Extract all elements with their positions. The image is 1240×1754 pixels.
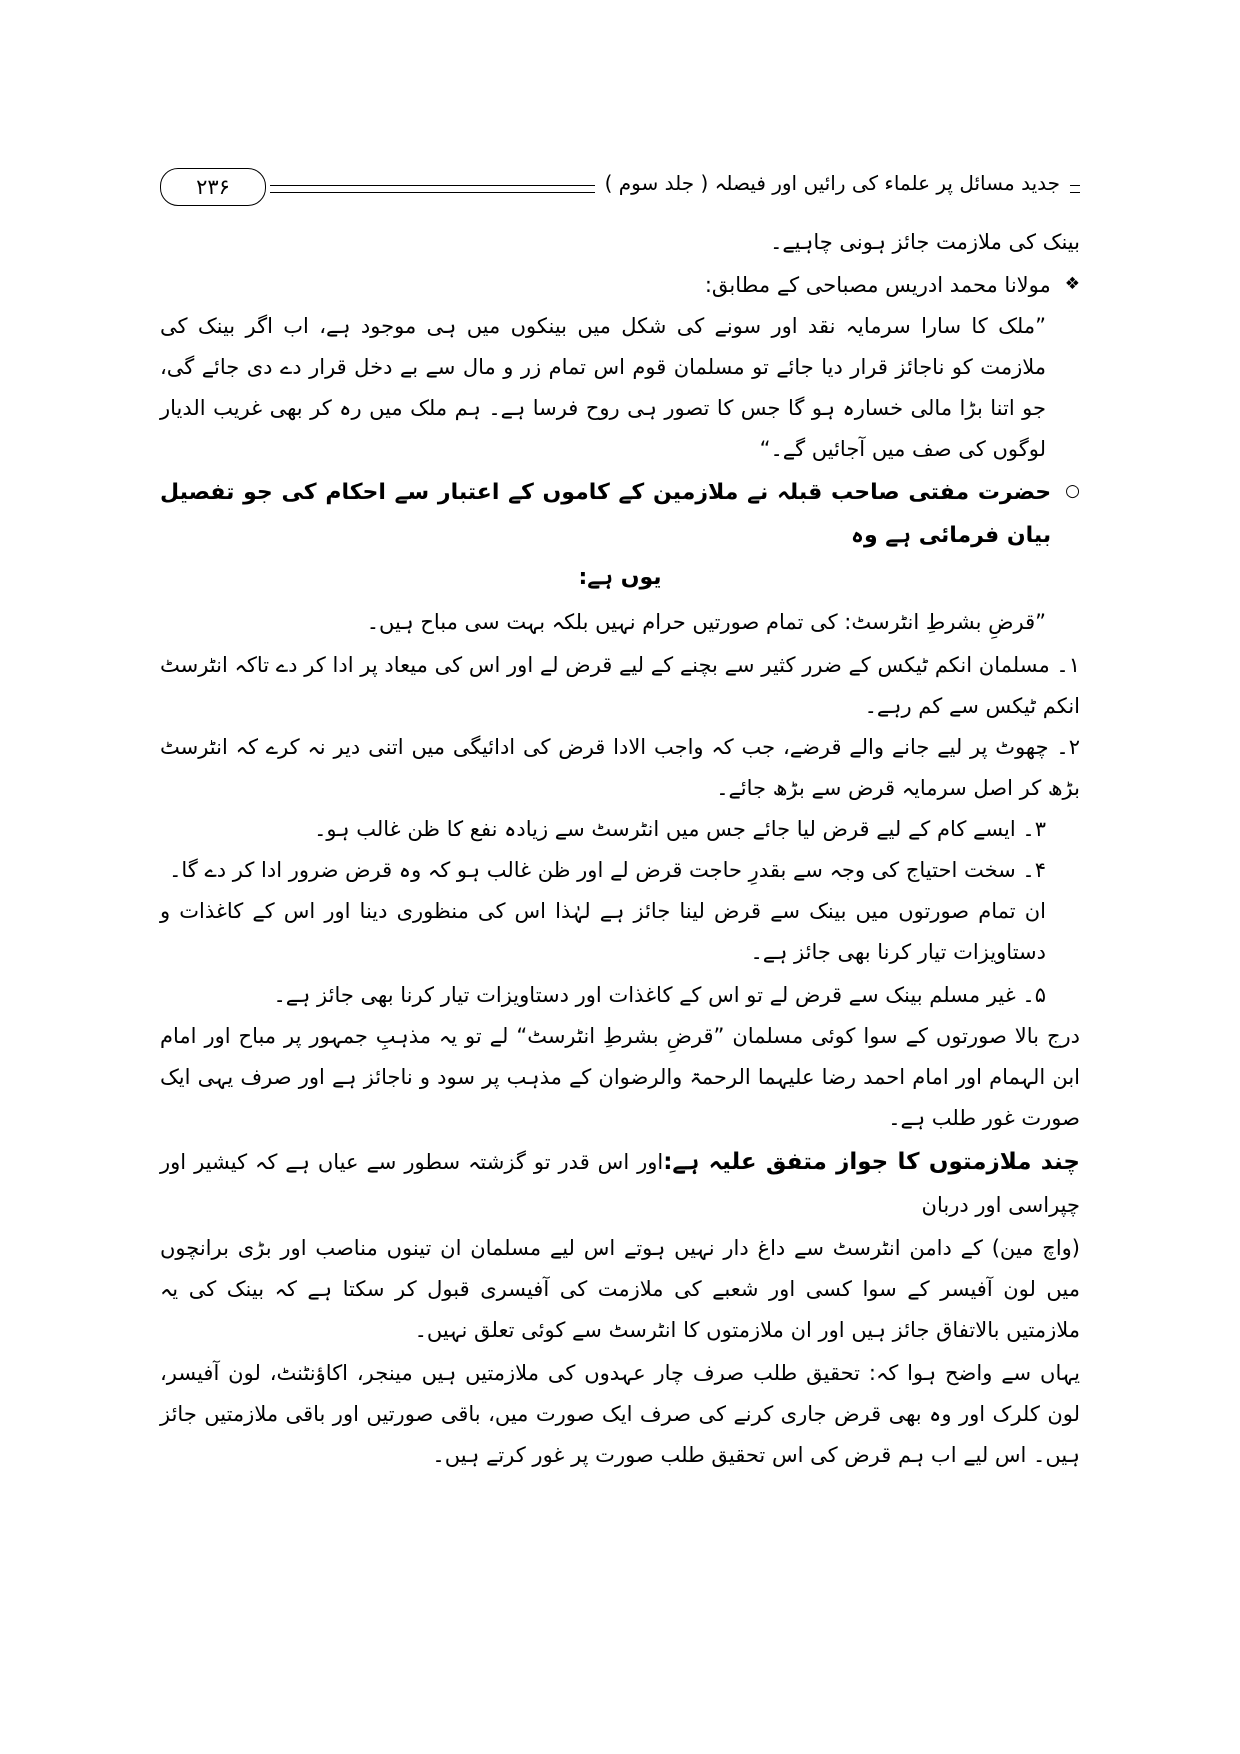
page-number-badge	[160, 168, 266, 206]
section-paragraph-lead	[160, 1140, 1080, 1226]
circle-bullet-icon: ○	[1065, 480, 1080, 501]
ruling-center-line: یوں ہے:	[578, 565, 662, 591]
attribution-text: مولانا محمد ادریس مصباحی کے مطابق:	[704, 272, 1051, 297]
list-item: ۱۔ مسلمان انکم ٹیکس کے ضرر کثیر سے بچنے کے لیے قرض لے اور اس کی میعاد پر ادا کر دے تاکہ انٹرسٹ انکم ٹیکس سے کم رہے۔	[160, 653, 1080, 719]
page-body	[160, 222, 1080, 1478]
opening-line: بینک کی ملازمت جائز ہونی چاہیے۔	[770, 230, 1080, 254]
diamond-bullet-icon: ❖	[1064, 273, 1080, 294]
book-title: جدید مسائل پر علماء کی رائیں اور فیصلہ ( جلد سوم )	[595, 166, 1070, 200]
after-items-paragraph: ان تمام صورتوں میں بینک سے قرض لینا جائز ہے لہٰذا اس کی منظوری دینا اور اس کے کاغذات و دستاویزات تیار کرنا بھی جائز ہے۔	[160, 898, 1046, 964]
section-heading-continuation: اور اس قدر تو گزشتہ سطور سے عیاں ہے کہ کیشیر اور چپراسی اور دربان	[160, 1150, 1080, 1218]
ruling-bullet-row	[160, 472, 1080, 558]
quote-paragraph-1: ”ملک کا سارا سرمایہ نقد اور سونے کی شکل میں بینکوں میں ہی موجود ہے، اب اگر بینک کی ملازمت کو ناجائز قرار دیا جائے تو مسلمان قوم اس تمام زر و مال سے بے دخل قرار دے دی جائے گی، جو اتنا بڑا مالی خسارہ ہو گا جس کا تصور ہی روح فرسا ہے۔ ہم ملک میں رہ کر بھی غریب الدیار لوگوں کی صف میں آجائیں گے۔“	[160, 313, 1046, 461]
section-paragraph: (واچ مین) کے دامن انٹرسٹ سے داغ دار نہیں ہوتے اس لیے مسلمان ان تینوں مناصب اور بڑی برانچوں میں لون آفیسر کے سوا کسی اور شعبے کی ملازمت کی آفیسری قبول کر سکتا ہے کہ بینک کی یہ ملازمتیں بالاتفاق جائز ہیں اور ان ملازمتوں کا انٹرسٹ سے کوئی تعلق نہیں۔	[160, 1236, 1080, 1343]
closing-paragraph: درج بالا صورتوں کے سوا کوئی مسلمان ”قرضِ بشرطِ انٹرسٹ“ لے تو یہ مذہبِ جمہور پر مباح اور امام ابن الہمام اور امام احمد رضا علیہما الرحمۃ والرضوان کے مذہب پر سود و ناجائز ہے اور صرف یہی ایک صورت غور طلب ہے۔	[160, 1023, 1080, 1130]
ruling-intro: ”قرضِ بشرطِ انٹرسٹ: کی تمام صورتیں حرام نہیں بلکہ بہت سی مباح ہیں۔	[366, 610, 1046, 635]
list-item: ۴۔ سخت احتیاج کی وجہ سے بقدرِ حاجت قرض لے اور ظن غالب ہو کہ وہ قرض ضرور ادا کر دے گا۔	[169, 857, 1046, 882]
page-number: ۲۳۶	[196, 175, 230, 199]
final-paragraph: یہاں سے واضح ہوا کہ: تحقیق طلب صرف چار عہدوں کی ملازمتیں ہیں مینجر، اکاؤنٹنٹ، لون آفیسر، لون کلرک اور وہ بھی قرض جاری کرنے کی صرف ایک صورت میں، باقی صورتیں اور باقی ملازمتیں جائز ہیں۔ اس لیے اب ہم قرض کی اس تحقیق طلب صورت پر غور کرتے ہیں۔	[160, 1361, 1080, 1467]
list-item: ۲۔ چھوٹ پر لیے جانے والے قرضے، جب کہ واجب الادا قرض کی ادائیگی میں اتنی دیر نہ کرے کہ انٹرسٹ بڑھ کر اصل سرمایہ قرض سے بڑھ جائے۔	[160, 735, 1080, 801]
list-item: ۵۔ غیر مسلم بینک سے قرض لے تو اس کے کاغذات اور دستاویزات تیار کرنا بھی جائز ہے۔	[273, 982, 1046, 1007]
attribution-bullet-row	[160, 265, 1080, 306]
section-heading: چند ملازمتوں کا جواز متفق علیہ ہے:	[663, 1149, 1080, 1176]
list-item: ۳۔ ایسے کام کے لیے قرض لیا جائے جس میں انٹرسٹ سے زیادہ نفع کا ظن غالب ہو۔	[314, 816, 1046, 841]
page-header	[160, 168, 1080, 210]
ruling-heading-text: حضرت مفتی صاحب قبلہ نے ملازمین کے کاموں کے اعتبار سے احکام کی جو تفصیل بیان فرمائی ہے وہ	[160, 479, 1052, 548]
